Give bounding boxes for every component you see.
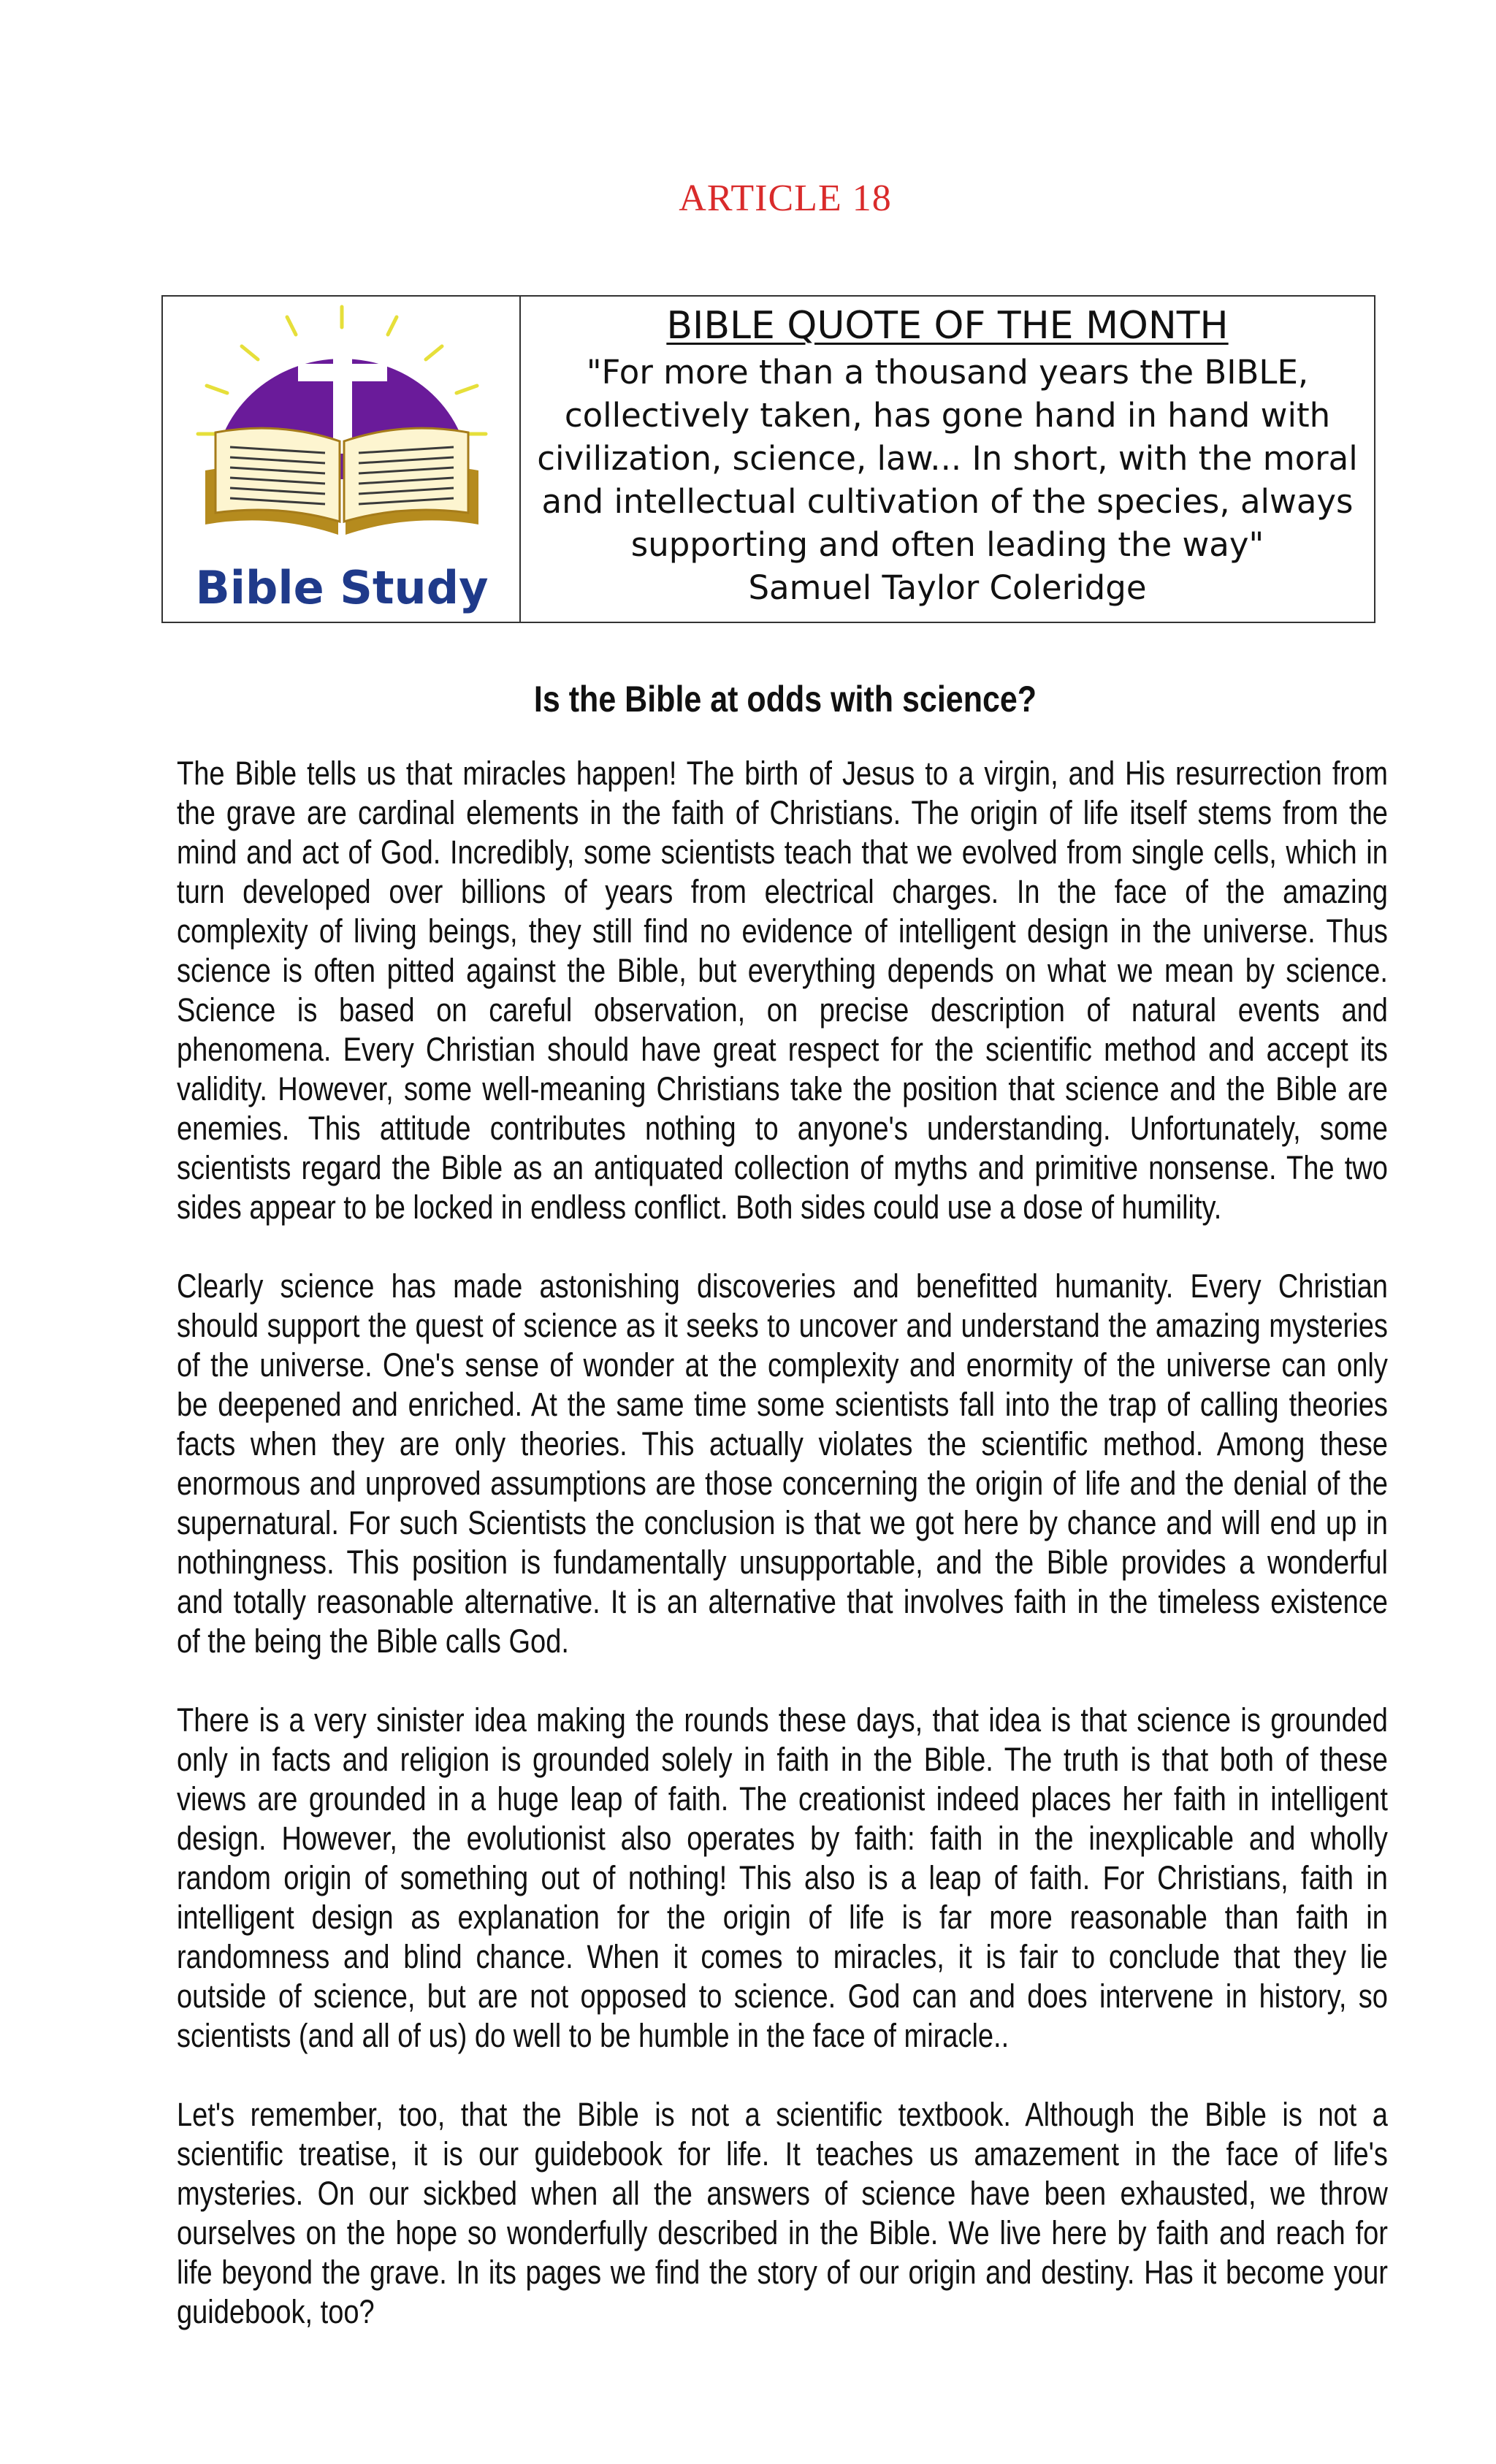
article-paragraph <box>177 754 1388 1227</box>
article-number-label: ARTICLE 18 <box>679 178 892 219</box>
paragraph-line: views are grounded in a huge leap of faith. The creationist indeed places her faith in intelligent <box>177 1780 1388 1818</box>
paragraph-line: only in facts and religion is grounded solely in faith in the Bible. The truth is that both of these <box>177 1741 1388 1778</box>
paragraph-line: randomness and blind chance. When it comes to miracles, it is fair to conclude that they lie <box>177 1938 1388 1975</box>
paragraph-line: guidebook, too? <box>177 2293 375 2330</box>
paragraph-line: The Bible tells us that miracles happen! The birth of Jesus to a virgin, and His resurrection from <box>177 755 1388 792</box>
open-bible-cross-icon <box>163 297 521 560</box>
quote-of-the-month-box <box>161 295 1375 623</box>
article-body <box>177 754 1388 2371</box>
paragraph-line: Let's remember, too, that the Bible is not a scientific textbook. Although the Bible is not a <box>177 2096 1388 2133</box>
paragraph-line: turn developed over billions of years from electrical charges. In the face of the amazing <box>177 873 1388 910</box>
article-paragraph <box>177 1701 1388 2056</box>
paragraph-line: and totally reasonable alternative. It is an alternative that involves faith in the timeless existence <box>177 1583 1388 1620</box>
paragraph-line: design. However, the evolutionist also operates by faith: faith in the inexplicable and wholly <box>177 1820 1388 1857</box>
paragraph-line: supernatural. For such Scientists the conclusion is that we got here by chance and will end up in <box>177 1504 1388 1541</box>
paragraph-line: outside of science, but are not opposed to science. God can and does intervene in history, so <box>177 1977 1388 2015</box>
paragraph-line: of the being the Bible calls God. <box>177 1622 569 1660</box>
paragraph-line: scientists regard the Bible as an antiquated collection of myths and primitive nonsense. The two <box>177 1149 1388 1186</box>
paragraph-line: Science is based on careful observation, on precise description of natural events and <box>177 991 1388 1029</box>
paragraph-line: of the universe. One's sense of wonder at the complexity and enormity of the universe can only <box>177 1346 1388 1384</box>
article-title: Is the Bible at odds with science? <box>533 679 1037 720</box>
paragraph-line: mysteries. On our sickbed when all the answers of science have been exhausted, we throw <box>177 2175 1388 2212</box>
logo-wordmark: Bible Study <box>195 561 489 614</box>
quote-line: civilization, science, law... In short, with the moral <box>537 439 1358 478</box>
bible-study-logo <box>163 297 521 622</box>
quote-line: collectively taken, has gone hand in hand with <box>564 396 1331 435</box>
paragraph-line: phenomena. Every Christian should have great respect for the scientific method and accept its <box>177 1031 1388 1068</box>
paragraph-line: enemies. This attitude contributes nothing to anyone's understanding. Unfortunately, some <box>177 1110 1388 1147</box>
paragraph-line: be deepened and enriched. At the same time some scientists fall into the trap of calling theories <box>177 1386 1388 1423</box>
paragraph-line: random origin of something out of nothing! This also is a leap of faith. For Christians, faith in <box>177 1859 1388 1896</box>
paragraph-line: validity. However, some well-meaning Christians take the position that science and the Bible are <box>177 1070 1388 1107</box>
paragraph-line: enormous and unproved assumptions are those concerning the origin of life and the denial of the <box>177 1465 1388 1502</box>
paragraph-line: There is a very sinister idea making the rounds these days, that idea is that science is grounded <box>177 1701 1388 1739</box>
paragraph-line: should support the quest of science as it seeks to uncover and understand the amazing mysteries <box>177 1307 1388 1344</box>
quote-line: supporting and often leading the way" <box>630 525 1264 564</box>
paragraph-line: complexity of living beings, they still find no evidence of intelligent design in the universe. Thus <box>177 912 1388 950</box>
paragraph-line: the grave are cardinal elements in the faith of Christians. The origin of life itself stems from the <box>177 794 1388 831</box>
quote-line: "For more than a thousand years the BIBLE, <box>586 353 1309 392</box>
paragraph-line: intelligent design as explanation for the origin of life is far more reasonable than faith in <box>177 1899 1388 1936</box>
paragraph-line: science is often pitted against the Bible, but everything depends on what we mean by science. <box>177 952 1388 989</box>
article-paragraph <box>177 2095 1388 2332</box>
paragraph-line: life beyond the grave. In its pages we find the story of our origin and destiny. Has it become your <box>177 2254 1388 2291</box>
paragraph-line: facts when they are only theories. This actually violates the scientific method. Among these <box>177 1425 1388 1462</box>
paragraph-line: nothingness. This position is fundamentally unsupportable, and the Bible provides a wonderful <box>177 1544 1388 1581</box>
paragraph-line: scientists (and all of us) do well to be humble in the face of miracle.. <box>177 2017 1010 2054</box>
paragraph-line: scientific treatise, it is our guidebook for life. It teaches us amazement in the face of life's <box>177 2135 1388 2173</box>
article-paragraph <box>177 1267 1388 1661</box>
paragraph-line: mind and act of God. Incredibly, some scientists teach that we evolved from single cells, which in <box>177 834 1388 871</box>
paragraph-line: Clearly science has made astonishing discoveries and benefitted humanity. Every Christian <box>177 1267 1388 1305</box>
paragraph-line: sides appear to be locked in endless conflict. Both sides could use a dose of humility. <box>177 1189 1222 1226</box>
quote-text-cell <box>521 297 1374 622</box>
quote-author: Samuel Taylor Coleridge <box>748 568 1147 607</box>
paragraph-line: ourselves on the hope so wonderfully described in the Bible. We live here by faith and reach for <box>177 2214 1388 2251</box>
quote-heading: BIBLE QUOTE OF THE MONTH <box>666 304 1229 348</box>
quote-line: and intellectual cultivation of the species, always <box>541 482 1354 521</box>
